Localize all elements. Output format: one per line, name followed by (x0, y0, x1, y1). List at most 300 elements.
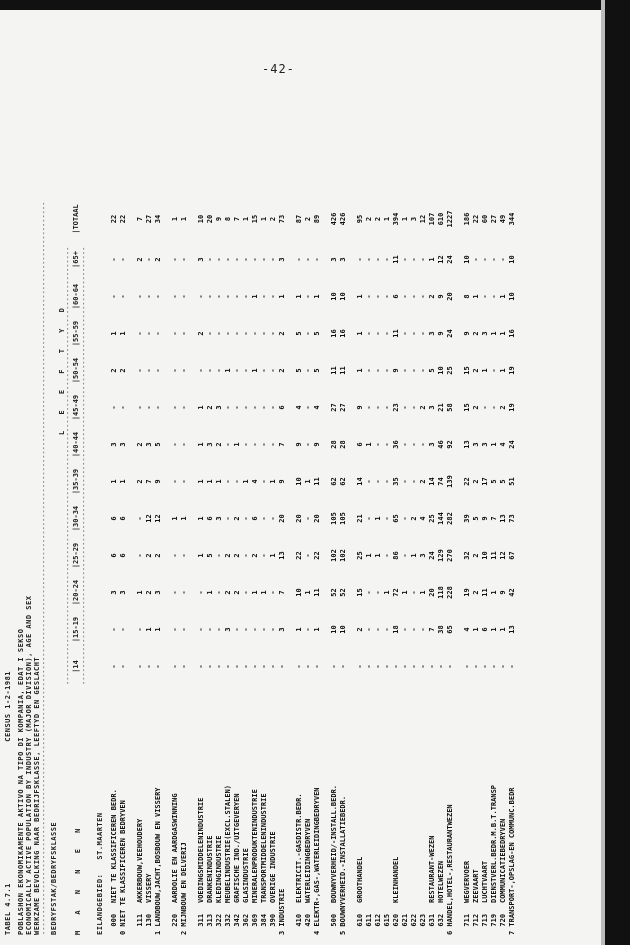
cell-35-39: 1 (206, 479, 214, 484)
cell-15-19: 10 (339, 625, 347, 634)
cell-45-49: 6 (278, 405, 286, 410)
cell-totaal: 49 (499, 214, 507, 224)
cell-14: - (304, 664, 312, 669)
row-code: 712 (472, 913, 480, 935)
cell-45-49: 27 (330, 403, 338, 412)
cell-55-59: 1 (356, 331, 364, 336)
cell-60-64: - (224, 294, 232, 299)
cell-14: - (224, 664, 232, 669)
table-row (224, 197, 233, 935)
table-row (206, 197, 215, 935)
summary-row (119, 197, 128, 935)
cell-45-49: - (481, 405, 489, 410)
cell-15-19: - (215, 627, 223, 632)
cell-60-64: 2 (428, 294, 436, 299)
cell-45-49: - (304, 405, 312, 410)
summary-row (508, 197, 517, 935)
cell-45-49: - (365, 405, 373, 410)
cell-20-24: 19 (463, 588, 471, 597)
cell-30-34: 6 (119, 516, 127, 521)
cell-35-39: 62 (330, 477, 338, 486)
cell-50-54: - (171, 368, 179, 373)
table-row (145, 197, 154, 935)
cell-50-54: - (365, 368, 373, 373)
cell-15-19: - (260, 627, 268, 632)
cell-50-54: - (136, 368, 144, 373)
cell-25-29: 24 (428, 551, 436, 560)
cell-50-54: 15 (463, 366, 471, 375)
row-code: 615 (383, 913, 391, 935)
cell-45-49: - (410, 405, 418, 410)
cell-55-59: - (171, 331, 179, 336)
cell-40-44: - (419, 442, 427, 447)
row-spacer (189, 197, 197, 935)
cell-30-34: 21 (356, 514, 364, 523)
scan-right-border (605, 0, 630, 945)
title-line-2: ECONOMICALLY ACTIVE POPULATION BY INDUSTRY (MAJOR DIVISION), AGE AND SEX (25, 595, 33, 935)
cell-15-19: - (410, 627, 418, 632)
cell-55-59: - (224, 331, 232, 336)
cell-45-49: - (383, 405, 391, 410)
cell-20-24: - (365, 590, 373, 595)
cell-14: - (119, 664, 127, 669)
cell-20-24: 1 (401, 590, 409, 595)
cell-55-59: 9 (437, 331, 445, 336)
cell-25-29: 13 (278, 551, 286, 560)
cell-40-44: 3 (110, 442, 118, 447)
cell-60-64: - (145, 294, 153, 299)
cell-20-24: - (215, 590, 223, 595)
row-code: 3 INDUSTRIE (278, 888, 286, 935)
cell-30-34: - (365, 516, 373, 521)
cell-35-39: 1 (110, 479, 118, 484)
cell-65+: 10 (463, 255, 471, 264)
row-code: 322 (215, 913, 223, 935)
cell-45-49: 2 (499, 405, 507, 410)
cell-55-59: 11 (392, 329, 400, 338)
cell-15-19: 3 (278, 627, 286, 632)
cell-40-44: 1 (365, 442, 373, 447)
cell-35-39: 1 (197, 479, 205, 484)
cell-30-34: 25 (428, 514, 436, 523)
row-label: ELEKTRICIT.-GASDISTR.BEDR. (295, 793, 303, 903)
cell-65+: - (215, 257, 223, 262)
cell-30-34: - (383, 516, 391, 521)
cell-55-59: - (260, 331, 268, 336)
cell-totaal: 27 (490, 214, 498, 224)
table-row (171, 197, 180, 935)
row-label: TRANSPORTMIDDELENINDUSTRIE (260, 793, 268, 903)
cell-55-59: 5 (295, 331, 303, 336)
row-code: 612 (374, 913, 382, 935)
row-label: LUCHTVAART (481, 860, 489, 903)
cell-20-24: - (180, 590, 188, 595)
cell-25-29: - (180, 553, 188, 558)
cell-50-54: 2 (119, 368, 127, 373)
cell-50-54: 19 (508, 366, 516, 375)
row-label: KLEINHANDEL (392, 856, 400, 903)
cell-15-19: 1 (295, 627, 303, 632)
title-line-1: POBLASHON EKONOMIKAMENTE AKTIVO NA TIPO DI KOMPANIA, EDAT I SEKSO (17, 628, 25, 935)
table-row (463, 197, 472, 935)
row-label: AARDOLIE EN AARDGASWINNING (171, 793, 179, 903)
cell-14: - (374, 664, 382, 669)
cell-20-24: 228 (446, 586, 454, 599)
cell-15-19: - (180, 627, 188, 632)
cell-30-34: 7 (490, 516, 498, 521)
cell-35-39: 9 (278, 479, 286, 484)
cell-35-39: 74 (437, 477, 445, 486)
cell-40-44: - (224, 442, 232, 447)
cell-45-49: - (242, 405, 250, 410)
summary-row (154, 197, 163, 935)
cell-25-29: 11 (490, 551, 498, 560)
cell-35-39: 1 (215, 479, 223, 484)
cell-30-34: - (401, 516, 409, 521)
cell-35-39: 22 (463, 477, 471, 486)
cell-50-54: 25 (446, 366, 454, 375)
cell-35-39: 9 (154, 479, 162, 484)
cell-60-64: 9 (437, 294, 445, 299)
row-label: NIET TE KLASSIFICEREN BEDR. (110, 789, 118, 903)
cell-35-39: 11 (313, 477, 321, 486)
cell-40-44: - (251, 442, 259, 447)
cell-totaal: 27 (145, 214, 153, 224)
cell-25-29: 1 (374, 553, 382, 558)
cell-totaal: 3 (410, 216, 418, 222)
cell-65+: - (119, 257, 127, 262)
cell-40-44: - (401, 442, 409, 447)
cell-25-29: - (304, 553, 312, 558)
cell-65+: 1 (428, 257, 436, 262)
cell-50-54: 11 (339, 366, 347, 375)
cell-15-19: - (374, 627, 382, 632)
row-code: 720 (499, 913, 507, 935)
column-header: |20-24 (72, 579, 80, 606)
cell-35-39: 5 (499, 479, 507, 484)
cell-30-34: 9 (481, 516, 489, 521)
cell-45-49: - (251, 405, 259, 410)
row-code: 111 (136, 913, 144, 935)
title-line-3: WERKZAME BEVOLKING NAAR BEDRIJFSKLASSE, LEEFTYD EN GESLACHT (33, 656, 41, 935)
cell-55-59: 3 (481, 331, 489, 336)
cell-30-34: - (224, 516, 232, 521)
cell-60-64: - (260, 294, 268, 299)
cell-20-24: 42 (508, 588, 516, 597)
cell-30-34: - (269, 516, 277, 521)
cell-15-19: 10 (330, 625, 338, 634)
cell-50-54: - (180, 368, 188, 373)
cell-30-34: 13 (499, 514, 507, 523)
table-row (410, 197, 419, 935)
cell-35-39: 51 (508, 477, 516, 486)
row-code: 611 (365, 913, 373, 935)
cell-15-19: - (251, 627, 259, 632)
row-label (365, 685, 374, 903)
cell-45-49: - (269, 405, 277, 410)
row-header-label: BEDRYFSTAK/BEDRYFSKLASSE (50, 821, 58, 935)
cell-50-54: - (215, 368, 223, 373)
cell-60-64: - (481, 294, 489, 299)
cell-20-24: 1 (206, 590, 214, 595)
cell-50-54: 2 (472, 368, 480, 373)
cell-45-49: 2 (472, 405, 480, 410)
cell-15-19: 6 (481, 627, 489, 632)
cell-45-49: - (260, 405, 268, 410)
cell-35-39: 7 (145, 479, 153, 484)
cell-14: - (339, 664, 347, 669)
cell-15-19: - (136, 627, 144, 632)
cell-14: - (472, 664, 480, 669)
cell-25-29: 2 (251, 553, 259, 558)
cell-55-59: - (401, 331, 409, 336)
cell-55-59: 9 (463, 331, 471, 336)
cell-30-34: 12 (145, 514, 153, 523)
cell-25-29: - (242, 553, 250, 558)
column-header: |40-44 (72, 431, 80, 458)
cell-40-44: - (269, 442, 277, 447)
cell-60-64: 1 (313, 294, 321, 299)
cell-totaal: 610 (437, 212, 445, 226)
cell-25-29: 129 (437, 549, 445, 562)
cell-65+: 3 (330, 257, 338, 262)
row-label: WEGVERVOER (463, 860, 471, 903)
table-row (260, 197, 269, 935)
cell-35-39: 1 (304, 479, 312, 484)
cell-30-34: 6 (206, 516, 214, 521)
cell-totaal: 22 (110, 214, 118, 224)
cell-65+: 2 (136, 257, 144, 262)
cell-totaal: 20 (206, 214, 214, 224)
cell-20-24: - (242, 590, 250, 595)
cell-25-29: 1 (269, 553, 277, 558)
cell-25-29: 102 (330, 549, 338, 562)
cell-65+: 3 (278, 257, 286, 262)
cell-55-59: - (383, 331, 391, 336)
cell-45-49: 1 (197, 405, 205, 410)
table-row (233, 197, 242, 935)
cell-totaal: 426 (339, 212, 347, 226)
cell-30-34: 105 (330, 512, 338, 525)
cell-40-44: 3 (428, 442, 436, 447)
cell-45-49: 58 (446, 403, 454, 412)
sex-label: M A N N E N (74, 822, 82, 935)
column-headers (72, 197, 80, 685)
cell-30-34: 1 (374, 516, 382, 521)
cell-totaal: 2 (269, 216, 277, 222)
cell-55-59: 1 (119, 331, 127, 336)
cell-totaal: 2 (374, 216, 382, 222)
row-code: 2 MIJNBOUW EN DELVERIJ (180, 842, 188, 935)
column-header: |15-19 (72, 616, 80, 643)
row-label: MINERALENPRODUKTENINDUSTRIE (251, 789, 259, 903)
cell-65+: - (383, 257, 391, 262)
cell-25-29: - (383, 553, 391, 558)
table-row (197, 197, 206, 935)
cell-45-49: 4 (295, 405, 303, 410)
cell-45-49: 2 (206, 405, 214, 410)
cell-totaal: 1 (260, 216, 268, 222)
cell-40-44: 2 (136, 442, 144, 447)
cell-25-29: 2 (472, 553, 480, 558)
cell-totaal: 10 (197, 214, 205, 224)
cell-50-54: 2 (110, 368, 118, 373)
cell-15-19: 1 (472, 627, 480, 632)
cell-60-64: 10 (339, 292, 347, 301)
cell-14: - (365, 664, 373, 669)
cell-50-54: - (197, 368, 205, 373)
cell-55-59: - (304, 331, 312, 336)
cell-20-24: 3 (154, 590, 162, 595)
cell-25-29: 270 (446, 549, 454, 562)
cell-45-49: - (119, 405, 127, 410)
table-row (251, 197, 260, 935)
cell-60-64: - (401, 294, 409, 299)
cell-20-24: 2 (233, 590, 241, 595)
divider: -------------------------------------------------------------------------------------------------------- (80, 246, 88, 685)
cell-50-54: - (304, 368, 312, 373)
cell-35-39: - (410, 479, 418, 484)
cell-25-29: 10 (481, 551, 489, 560)
table-row (215, 197, 224, 935)
cell-50-54: 1 (356, 368, 364, 373)
cell-45-49: - (136, 405, 144, 410)
cell-15-19: - (233, 627, 241, 632)
summary-row (313, 197, 322, 935)
cell-40-44: 5 (154, 442, 162, 447)
cell-45-49: - (401, 405, 409, 410)
cell-35-39: 14 (356, 477, 364, 486)
cell-35-39: - (401, 479, 409, 484)
cell-50-54: - (490, 368, 498, 373)
region-label: EILANDGEBIED: ST.MAARTEN (96, 812, 104, 935)
cell-30-34: 12 (154, 514, 162, 523)
cell-50-54: 2 (278, 368, 286, 373)
cell-30-34: 282 (446, 512, 454, 525)
cell-30-34: 1 (171, 516, 179, 521)
cell-totaal: 344 (508, 212, 516, 226)
cell-65+: - (499, 257, 507, 262)
column-header: |30-34 (72, 505, 80, 532)
cell-20-24: - (410, 590, 418, 595)
row-spacer (322, 197, 330, 935)
row-code: 220 (171, 913, 179, 935)
cell-25-29: 6 (119, 553, 127, 558)
cell-20-24: - (197, 590, 205, 595)
cell-20-24: - (269, 590, 277, 595)
cell-30-34: 65 (392, 514, 400, 523)
row-label: DIENSTVERL.BEDR.M.B.T.TRANSP (490, 784, 498, 903)
cell-65+: 3 (339, 257, 347, 262)
row-code: 311 (197, 913, 205, 935)
cell-55-59: - (242, 331, 250, 336)
cell-30-34: - (242, 516, 250, 521)
row-code: 5 BOUWNYVERHEID.-INSTALLATIEBEDR. (339, 795, 347, 935)
row-label: GROOTHANDEL (356, 856, 364, 903)
table-row (304, 197, 313, 935)
cell-65+: - (224, 257, 232, 262)
row-spacer (348, 197, 356, 935)
cell-35-39: - (180, 479, 188, 484)
cell-15-19: 4 (463, 627, 471, 632)
cell-40-44: - (410, 442, 418, 447)
cell-14: - (251, 664, 259, 669)
cell-40-44: 28 (339, 440, 347, 449)
cell-30-34: 6 (251, 516, 259, 521)
table-row (383, 197, 392, 935)
cell-40-44: 3 (481, 442, 489, 447)
cell-20-24: 52 (330, 588, 338, 597)
cell-55-59: - (374, 331, 382, 336)
cell-14: - (508, 664, 516, 669)
cell-60-64: - (419, 294, 427, 299)
column-header: |25-29 (72, 542, 80, 569)
cell-45-49: 21 (437, 403, 445, 412)
divider: ------------------------------------------------------------------------------------------------------------------------------------------------------------------------------ (40, 201, 48, 935)
cell-totaal: 186 (463, 212, 471, 226)
cell-65+: - (206, 257, 214, 262)
cell-25-29: 3 (419, 553, 427, 558)
cell-60-64: 8 (463, 294, 471, 299)
row-label: VISSERY (145, 873, 153, 903)
cell-15-19: - (242, 627, 250, 632)
cell-totaal: 12 (419, 214, 427, 224)
cell-65+: - (269, 257, 277, 262)
cell-15-19: - (269, 627, 277, 632)
cell-totaal: 7 (233, 216, 241, 222)
cell-45-49: - (233, 405, 241, 410)
cell-14: - (180, 664, 188, 669)
summary-row (180, 197, 189, 935)
cell-totaal: 107 (428, 212, 436, 226)
cell-40-44: - (374, 442, 382, 447)
cell-40-44: - (260, 442, 268, 447)
cell-14: - (110, 664, 118, 669)
cell-55-59: 5 (313, 331, 321, 336)
cell-25-29: 1 (410, 553, 418, 558)
row-code: 621 (401, 913, 409, 935)
row-code: 6 HANDEL,HOTEL-,RESTAURANTWEZEN (446, 804, 454, 935)
cell-14: - (260, 664, 268, 669)
cell-50-54: 11 (330, 366, 338, 375)
cell-15-19: - (171, 627, 179, 632)
summary-row (278, 197, 287, 935)
cell-20-24: 11 (481, 588, 489, 597)
cell-30-34: 144 (437, 512, 445, 525)
cell-40-44: 3 (472, 442, 480, 447)
cell-50-54: - (154, 368, 162, 373)
row-label (419, 685, 428, 903)
cell-20-24: - (374, 590, 382, 595)
cell-20-24: 1 (251, 590, 259, 595)
cell-45-49: 9 (356, 405, 364, 410)
row-label: RESTAURANT-WEZEN (428, 835, 436, 903)
cell-55-59: 2 (472, 331, 480, 336)
row-code: 362 (242, 913, 250, 935)
cell-totaal: 9 (215, 216, 223, 222)
cell-25-29: 32 (463, 551, 471, 560)
cell-60-64: - (374, 294, 382, 299)
row-label (374, 685, 383, 903)
cell-35-39: 1 (119, 479, 127, 484)
table-row (242, 197, 251, 935)
cell-40-44: 3 (145, 442, 153, 447)
cell-20-24: 3 (110, 590, 118, 595)
cell-55-59: 16 (339, 329, 347, 338)
cell-50-54: 1 (251, 368, 259, 373)
cell-50-54: - (260, 368, 268, 373)
cell-45-49: - (490, 405, 498, 410)
